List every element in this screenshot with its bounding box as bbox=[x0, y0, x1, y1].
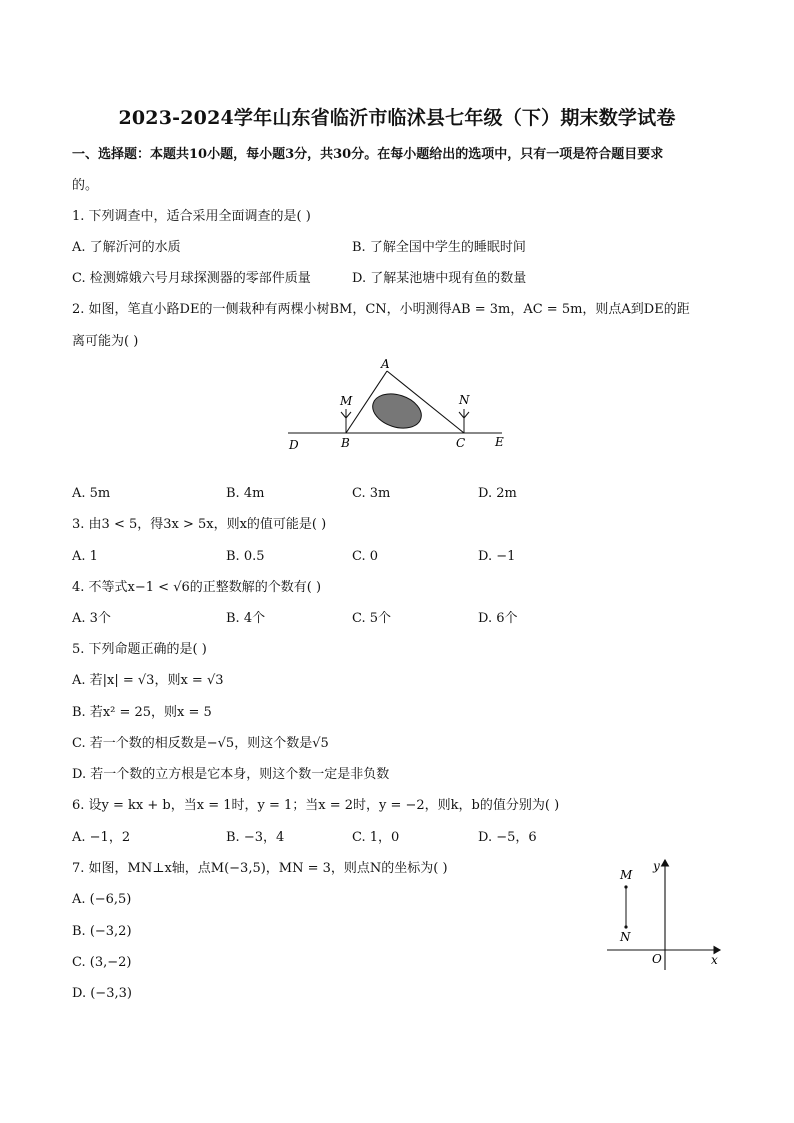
q3-stem: 3. 由3 < 5，得3x > 5x，则x的值可能是( ) bbox=[72, 517, 327, 532]
label-n: N bbox=[459, 393, 470, 407]
point-m bbox=[624, 885, 627, 888]
page-title: 2023-2024学年山东省临沂市临沭县七年级（下）期末数学试卷 bbox=[118, 107, 676, 129]
label-a: A bbox=[381, 357, 390, 371]
q2-option-a: A. 5m bbox=[72, 486, 111, 501]
section-heading: 一、选择题：本题共10小题，每小题3分，共30分。在每小题给出的选项中，只有一项是符合题目要求 bbox=[72, 147, 664, 162]
q4-option-c: C. 5个 bbox=[352, 611, 392, 626]
label-b: B bbox=[341, 436, 350, 450]
q2-stem: 2. 如图，笔直小路DE的一侧栽种有两棵小树BM，CN，小明测得AB = 3m，AC = 5m，则点A到DE的距 bbox=[72, 302, 690, 317]
q3-option-c: C. 0 bbox=[352, 549, 379, 564]
tree-bm-branch-right bbox=[346, 412, 351, 418]
q7-option-b: B. (−3,2) bbox=[72, 924, 132, 939]
q2-option-d: D. 2m bbox=[478, 486, 517, 501]
q5-option-a: A. 若|x| = √3，则x = √3 bbox=[72, 673, 224, 688]
label-m: M bbox=[620, 868, 633, 882]
q3-option-b: B. 0.5 bbox=[226, 549, 265, 564]
tree-bm-branch-left bbox=[341, 412, 346, 418]
q2-option-b: B. 4m bbox=[226, 486, 265, 501]
q5-option-b: B. 若x² = 25，则x = 5 bbox=[72, 705, 212, 720]
label-n: N bbox=[620, 930, 631, 944]
point-n bbox=[624, 925, 627, 928]
q6-stem: 6. 设y = kx + b，当x = 1时，y = 1；当x = 2时，y = −2，则k，b的值分别为( ) bbox=[72, 798, 560, 813]
q1-option-a: A. 了解沂河的水质 bbox=[72, 240, 181, 255]
q1-option-c: C. 检测嫦娥六号月球探测器的零部件质量 bbox=[72, 271, 311, 286]
q7-option-c: C. (3,−2) bbox=[72, 955, 132, 970]
q3-option-a: A. 1 bbox=[72, 549, 98, 564]
label-x: x bbox=[711, 953, 718, 967]
q2-figure bbox=[280, 354, 520, 454]
q6-option-a: A. −1，2 bbox=[72, 830, 131, 845]
tree-cn-branch-right bbox=[464, 412, 469, 418]
q5-option-d: D. 若一个数的立方根是它本身，则这个数一定是非负数 bbox=[72, 767, 390, 782]
label-o: O bbox=[652, 952, 662, 966]
q7-figure bbox=[600, 852, 730, 977]
tree-cn-branch-left bbox=[459, 412, 464, 418]
q7-option-a: A. (−6,5) bbox=[72, 892, 132, 907]
q1-option-b: B. 了解全国中学生的睡眠时间 bbox=[352, 240, 526, 255]
label-m: M bbox=[340, 394, 353, 408]
q2-option-c: C. 3m bbox=[352, 486, 391, 501]
q4-option-b: B. 4个 bbox=[226, 611, 266, 626]
q6-option-d: D. −5，6 bbox=[478, 830, 537, 845]
label-y: y bbox=[653, 859, 660, 873]
q1-option-d: D. 了解某池塘中现有鱼的数量 bbox=[352, 271, 527, 286]
q4-stem: 4. 不等式x−1 < √6的正整数解的个数有( ) bbox=[72, 580, 322, 595]
label-d: D bbox=[289, 438, 299, 452]
q5-option-c: C. 若一个数的相反数是−√5，则这个数是√5 bbox=[72, 736, 329, 751]
q6-option-b: B. −3，4 bbox=[226, 830, 285, 845]
label-c: C bbox=[456, 436, 466, 450]
q2-stem-cont: 离可能为( ) bbox=[72, 334, 139, 349]
section-heading-cont: 的。 bbox=[72, 178, 99, 193]
q1-stem: 1. 下列调查中，适合采用全面调查的是( ) bbox=[72, 209, 311, 224]
q7-option-d: D. (−3,3) bbox=[72, 986, 132, 1001]
q3-option-d: D. −1 bbox=[478, 549, 516, 564]
q5-stem: 5. 下列命题正确的是( ) bbox=[72, 642, 207, 657]
q4-option-d: D. 6个 bbox=[478, 611, 518, 626]
q7-stem: 7. 如图，MN⊥x轴，点M(−3,5)，MN = 3，则点N的坐标为( ) bbox=[72, 861, 448, 876]
q6-option-c: C. 1，0 bbox=[352, 830, 400, 845]
q4-option-a: A. 3个 bbox=[72, 611, 111, 626]
label-e: E bbox=[495, 435, 504, 449]
